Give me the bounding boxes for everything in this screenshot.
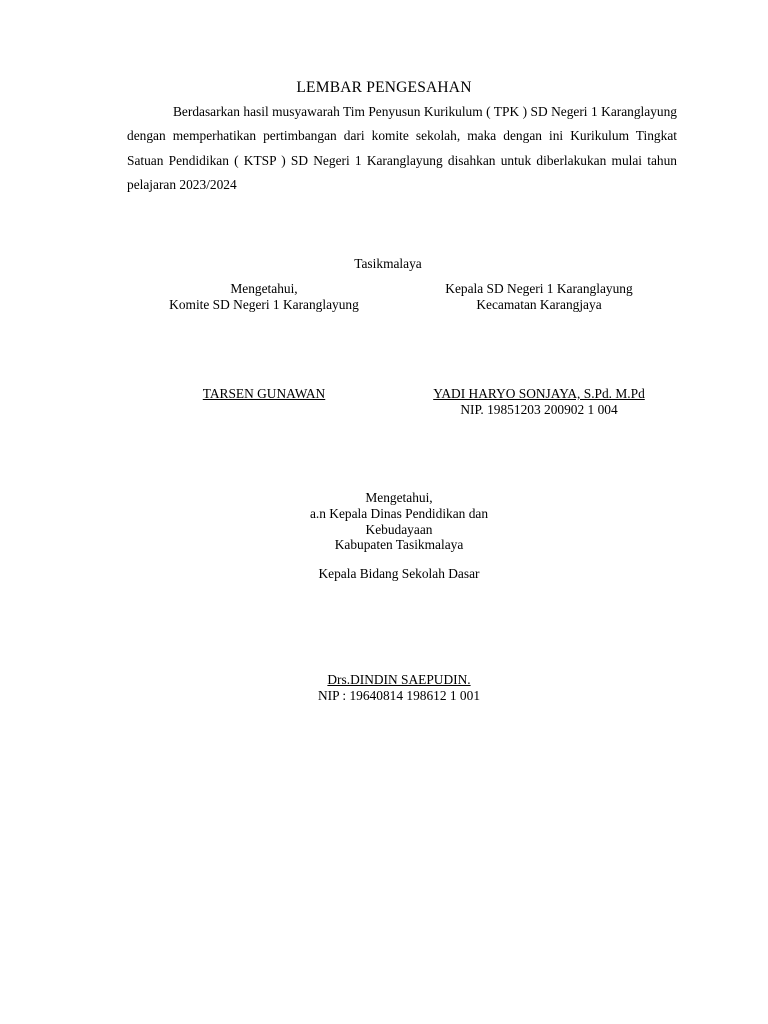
committee-title: Komite SD Negeri 1 Karanglayung bbox=[169, 297, 359, 312]
principal-nip: NIP. 19851203 200902 1 004 bbox=[460, 402, 618, 417]
dinas-signer-block bbox=[0, 490, 768, 553]
dinas-title-line1: a.n Kepala Dinas Pendidikan dan bbox=[309, 505, 489, 521]
committee-name: TARSEN GUNAWAN bbox=[202, 386, 326, 401]
principal-signer-block bbox=[409, 281, 669, 313]
principal-name: YADI HARYO SONJAYA, S.Pd. M.Pd bbox=[433, 386, 645, 401]
principal-title: Kepala SD Negeri 1 Karanglayung bbox=[445, 281, 633, 296]
principal-district: Kecamatan Karangjaya bbox=[476, 297, 602, 312]
approval-paragraph: Berdasarkan hasil musyawarah Tim Penyusun Kurikulum ( TPK ) SD Negeri 1 Karanglayung dengan memperhatikan pertimbangan dari komite sekolah, maka dengan ini Kurikulum Tingkat Satuan Pendidikan ( KTSP ) SD Negeri 1 Karanglayung disahkan untuk diberlakukan mulai tahun pelajaran 2023/2024 bbox=[127, 104, 677, 193]
committee-name-block bbox=[134, 386, 394, 402]
committee-signer-block bbox=[134, 281, 394, 313]
committee-acknowledge-label: Mengetahui, bbox=[230, 281, 298, 296]
dinas-nip: NIP : 19640814 198612 1 001 bbox=[317, 687, 481, 703]
dinas-position-block bbox=[0, 566, 768, 582]
city-line: Tasikmalaya bbox=[354, 256, 422, 271]
principal-name-block bbox=[409, 386, 669, 418]
dinas-title-line2: Kebudayaan bbox=[365, 521, 433, 537]
dinas-position: Kepala Bidang Sekolah Dasar bbox=[318, 566, 480, 581]
dinas-name-block bbox=[0, 672, 768, 704]
dinas-acknowledge-label: Mengetahui, bbox=[365, 490, 433, 505]
document-title: LEMBAR PENGESAHAN bbox=[296, 79, 472, 96]
dinas-name: Drs.DINDIN SAEPUDIN. bbox=[327, 672, 471, 687]
dinas-regency: Kabupaten Tasikmalaya bbox=[334, 537, 464, 553]
